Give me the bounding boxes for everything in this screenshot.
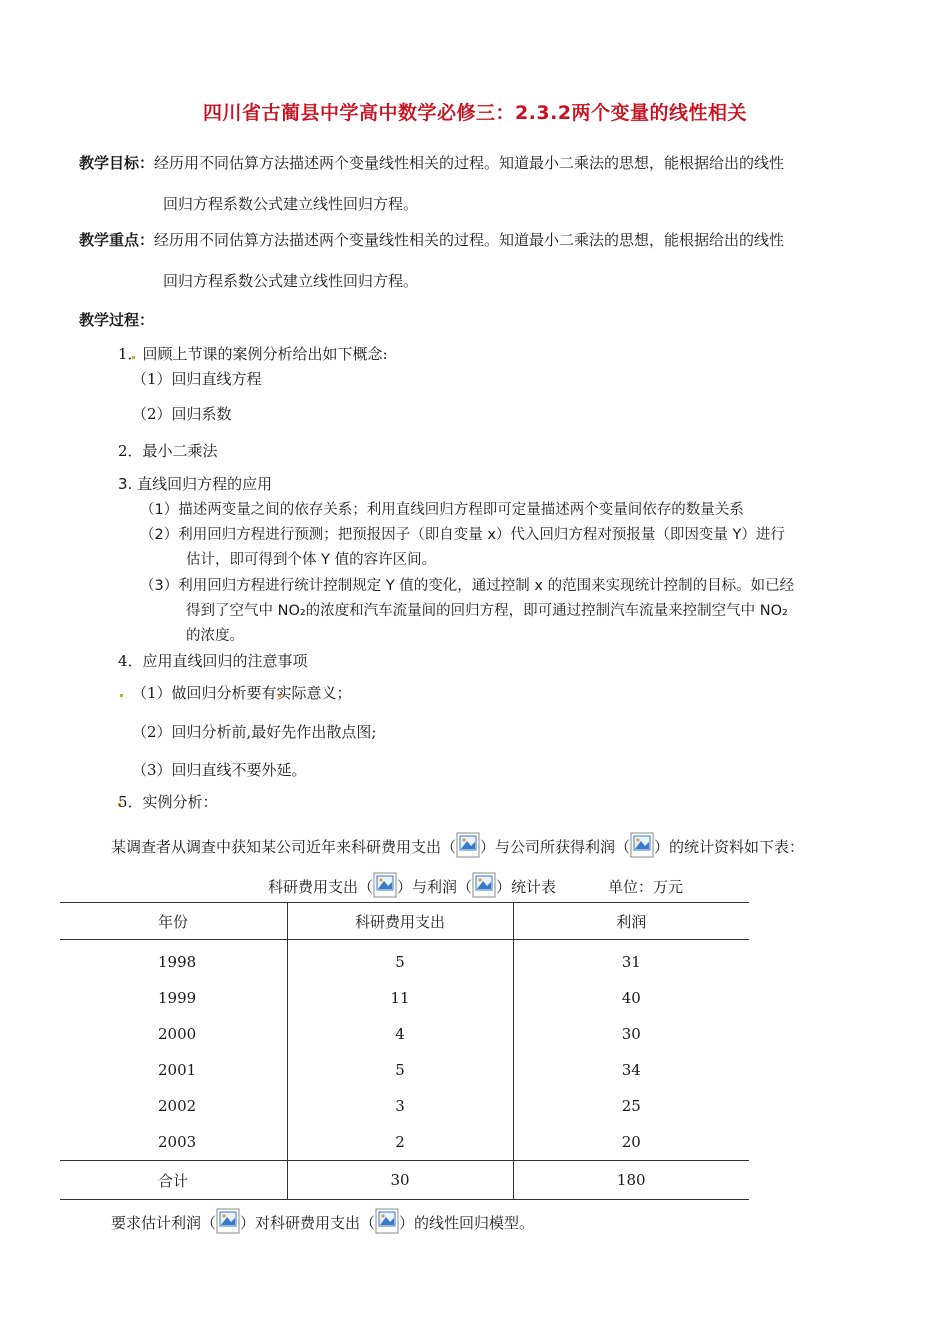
goals-line2: 回归方程系数公式建立线性回归方程。: [163, 195, 419, 213]
intro-text-b: ）与公司所获得利润（: [480, 838, 631, 856]
cell-year: 2003: [158, 1133, 197, 1151]
cell-profit: 30: [513, 1016, 749, 1052]
s3-item-a: （1）描述两变量之间的依存关系；利用直线回归方程即可定量描述两个变量间依存的数量关系: [140, 502, 744, 518]
image-placeholder-icon: [375, 1208, 399, 1234]
header-rd: 科研费用支出: [287, 903, 513, 940]
s4-item-a: （1）做回归分析要有实际意义；: [132, 684, 352, 702]
s4-head: 4．应用直线回归的注意事项: [118, 652, 308, 670]
image-placeholder-icon: [630, 832, 654, 858]
image-placeholder-icon: [456, 832, 480, 858]
table-caption: [268, 872, 683, 898]
mark-dot: [120, 694, 123, 697]
table-row: [60, 980, 749, 1016]
image-placeholder-icon: [472, 872, 496, 898]
task-text-c: ）的线性回归模型。: [399, 1214, 535, 1232]
cell-rd: 4: [287, 1016, 513, 1052]
intro-text-c: ）的统计资料如下表：: [654, 838, 805, 856]
table-header-row: [60, 903, 749, 940]
s3-item-c2: 得到了空气中 NO₂的浓度和汽车流量间的回归方程，即可通过控制汽车流量来控制空气中 NO₂: [186, 603, 788, 619]
s1-item-b: （2）回归系数: [132, 405, 232, 423]
total-profit: 180: [513, 1161, 749, 1200]
cell-profit: 25: [513, 1088, 749, 1124]
s3-item-c1: （3）利用回归方程进行统计控制规定 Y 值的变化，通过控制 x 的范围来实现统计控制的目标。如已经: [140, 578, 795, 594]
table-row: [60, 1052, 749, 1088]
task-text-a: 要求估计利润（: [111, 1214, 217, 1232]
cell-rd: 5: [287, 940, 513, 981]
cell-rd: 11: [287, 980, 513, 1016]
cell-profit: 20: [513, 1124, 749, 1161]
cell-rd: 2: [287, 1124, 513, 1161]
cell-year: 2001: [158, 1061, 197, 1079]
caption-text-b: ）与利润（: [397, 878, 473, 896]
unit-label: 单位：万元: [608, 878, 684, 896]
cell-profit: 31: [513, 940, 749, 981]
cell-year: 1998: [158, 953, 197, 971]
task-line: [111, 1208, 534, 1234]
table-total-row: [60, 1161, 749, 1200]
goals-line1: [79, 152, 784, 173]
s4-item-b: （2）回归分析前,最好先作出散点图;: [132, 723, 377, 741]
cell-year: 1999: [158, 989, 197, 1007]
process-label: 教学过程：: [79, 311, 155, 329]
cell-year: 2000: [158, 1025, 197, 1043]
header-year: 年份: [60, 903, 287, 940]
s1-head: 1．回顾上节课的案例分析给出如下概念:: [118, 345, 388, 363]
table-row: [60, 1124, 749, 1161]
s3-item-c3: 的浓度。: [186, 628, 244, 644]
image-placeholder-icon: [216, 1208, 240, 1234]
focus-line1: [79, 229, 784, 250]
goals-label: 教学目标：: [79, 154, 155, 172]
s1-item-a: （1）回归直线方程: [132, 370, 262, 388]
total-label: 合计: [60, 1161, 287, 1200]
s5-intro: [111, 832, 804, 858]
s2-head: 2．最小二乘法: [118, 442, 218, 460]
s3-item-b2: 估计，即可得到个体 Y 值的容许区间。: [186, 552, 437, 568]
cell-profit: 40: [513, 980, 749, 1016]
caption-text-a: 科研费用支出（: [268, 878, 374, 896]
s4-item-c: （3）回归直线不要外延。: [132, 761, 307, 779]
caption-text-c: ）统计表: [496, 878, 557, 896]
goals-text1: 经历用不同估算方法描述两个变量线性相关的过程。知道最小二乘法的思想，能根据给出的线性: [154, 154, 785, 172]
page-title: 四川省古蔺县中学高中数学必修三：2.3.2两个变量的线性相关: [202, 102, 748, 124]
cell-rd: 3: [287, 1088, 513, 1124]
focus-label: 教学重点：: [79, 231, 155, 249]
task-text-b: ）对科研费用支出（: [240, 1214, 376, 1232]
cell-rd: 5: [287, 1052, 513, 1088]
table-row: [60, 1088, 749, 1124]
image-placeholder-icon: [373, 872, 397, 898]
focus-line2: 回归方程系数公式建立线性回归方程。: [163, 272, 419, 290]
s3-head: 3. 直线回归方程的应用: [118, 475, 273, 493]
focus-text1: 经历用不同估算方法描述两个变量线性相关的过程。知道最小二乘法的思想，能根据给出的线性: [154, 231, 785, 249]
data-table: [60, 902, 749, 1200]
cell-profit: 34: [513, 1052, 749, 1088]
table-row: [60, 940, 749, 981]
table-row: [60, 1016, 749, 1052]
total-rd: 30: [287, 1161, 513, 1200]
intro-text-a: 某调查者从调查中获知某公司近年来科研费用支出（: [111, 838, 457, 856]
s5-head: 5．实例分析：: [118, 793, 218, 811]
header-profit: 利润: [513, 903, 749, 940]
s3-item-b1: （2）利用回归方程进行预测；把预报因子（即自变量 x）代入回归方程对预报量（即因变量 Y）进行: [140, 527, 785, 543]
cell-year: 2002: [158, 1097, 197, 1115]
